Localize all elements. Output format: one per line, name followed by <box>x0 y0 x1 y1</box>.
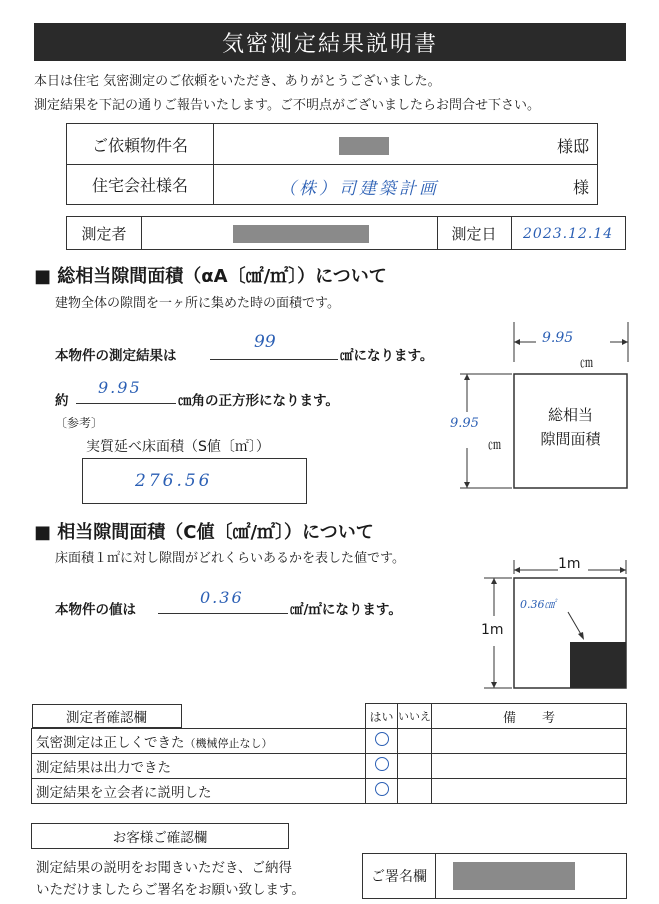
section-a-result-line <box>210 332 338 360</box>
col-remarks: 備 考 <box>432 704 627 729</box>
checklist-remarks-cell[interactable] <box>432 779 627 804</box>
floor-area-label: 実質延べ床面積（S値〔㎡〕） <box>86 439 270 455</box>
signature-label: ご署名欄 <box>371 869 427 885</box>
checklist-table <box>31 703 627 804</box>
checklist-remarks-cell[interactable] <box>432 754 627 779</box>
company-name-value: （株）司建築計画 <box>279 179 439 199</box>
diagram-c-side-label: 1m <box>481 622 504 638</box>
section-a-result-prefix: 本物件の測定結果は <box>55 348 177 364</box>
page-title: 気密測定結果説明書 <box>34 23 626 61</box>
diagram-top-value: 9.95 <box>542 330 574 346</box>
redacted-property-name <box>339 137 389 155</box>
section-a-result-suffix: ㎠になります。 <box>340 348 434 364</box>
diagram-box-line-2: 隙間面積 <box>540 430 601 448</box>
customer-text-line-2: いただけましたらご署名をお願い致します。 <box>36 882 305 898</box>
gap-area-block <box>570 642 626 688</box>
section-c-heading: ■ 相当隙間面積（C値〔㎠/㎡〕）について <box>34 522 374 543</box>
measurer-label: 測定者 <box>81 224 127 243</box>
section-c-result-line <box>158 588 288 614</box>
checklist-item-label: 測定結果を立会者に説明した <box>36 785 212 801</box>
checklist-remarks-cell[interactable] <box>432 729 627 754</box>
redacted-measurer-name <box>233 225 369 243</box>
diagram-side-unit: ㎝ <box>488 438 502 453</box>
section-c-result-value: 0.36 <box>200 588 244 607</box>
circle-mark-icon <box>375 757 389 771</box>
section-a-square-value: 9.95 <box>98 378 142 397</box>
property-name-label: ご依頼物件名 <box>91 135 188 155</box>
checklist-item-label: 測定結果は出力できた <box>36 760 171 776</box>
col-no: いいえ <box>398 704 432 729</box>
circle-mark-icon <box>375 732 389 746</box>
circle-mark-icon <box>375 782 389 796</box>
property-table <box>66 123 598 205</box>
customer-text-line-1: 測定結果の説明をお聞きいただき、ご納得 <box>36 860 292 876</box>
col-yes: はい <box>366 704 398 729</box>
diagram-c-area-label: 0.36㎠ <box>520 598 556 611</box>
checklist-row <box>32 729 627 754</box>
floor-area-value: 276.56 <box>135 471 213 491</box>
checklist-item-note: （機械停止なし） <box>184 737 273 750</box>
checklist-yes-cell[interactable] <box>366 729 398 754</box>
section-a-square-suffix: ㎝角の正方形になります。 <box>178 393 339 409</box>
checklist-yes-cell[interactable] <box>366 779 398 804</box>
company-name-label: 住宅会社様名 <box>91 175 188 195</box>
section-a-heading: ■ 総相当隙間面積（αA〔㎠/㎡〕）について <box>34 266 387 287</box>
checklist-row <box>32 754 627 779</box>
checklist-no-cell[interactable] <box>398 754 432 779</box>
section-a-square-line <box>76 378 176 404</box>
floor-area-box <box>82 458 307 504</box>
date-label: 測定日 <box>451 224 497 243</box>
section-c-subtitle: 床面積１㎡に対し隙間がどれくらいあるかを表した値です。 <box>55 551 405 566</box>
customer-section-title: お客様ご確認欄 <box>31 823 289 849</box>
checklist-no-cell[interactable] <box>398 729 432 754</box>
diagram-box-line-1: 総相当 <box>547 406 593 424</box>
checklist-header-row <box>32 704 627 729</box>
section-c-result-prefix: 本物件の値は <box>55 602 136 618</box>
intro-line-2: 測定結果を下記の通りご報告いたします。ご不明点がございましたらお問合せ下さい。 <box>34 98 540 113</box>
checklist-row <box>32 779 627 804</box>
section-c-result-suffix: ㎠/㎡になります。 <box>290 602 402 618</box>
section-a-square-prefix: 約 <box>55 393 69 409</box>
reference-label: 〔参考〕 <box>55 416 104 430</box>
checklist-no-cell[interactable] <box>398 779 432 804</box>
company-suffix: 様 <box>572 178 589 197</box>
redacted-signature <box>453 862 575 890</box>
section-a-result-value: 99 <box>254 332 276 352</box>
checklist-item-label: 気密測定は正しくできた <box>36 735 185 751</box>
diagram-top-unit: ㎝ <box>580 356 594 371</box>
date-value: 2023.12.14 <box>523 226 614 242</box>
checklist-title: 測定者確認欄 <box>32 704 182 728</box>
diagram-side-value: 9.95 <box>450 416 479 431</box>
property-suffix: 様邸 <box>556 137 589 156</box>
section-a-subtitle: 建物全体の隙間を一ヶ所に集めた時の面積です。 <box>55 296 340 311</box>
signature-box[interactable] <box>362 853 627 899</box>
measurer-table <box>66 216 626 250</box>
checklist-yes-cell[interactable] <box>366 754 398 779</box>
intro-line-1: 本日は住宅 気密測定のご依頼をいただき、ありがとうございました。 <box>34 74 441 89</box>
diagram-c-top-label: 1m <box>558 556 581 572</box>
